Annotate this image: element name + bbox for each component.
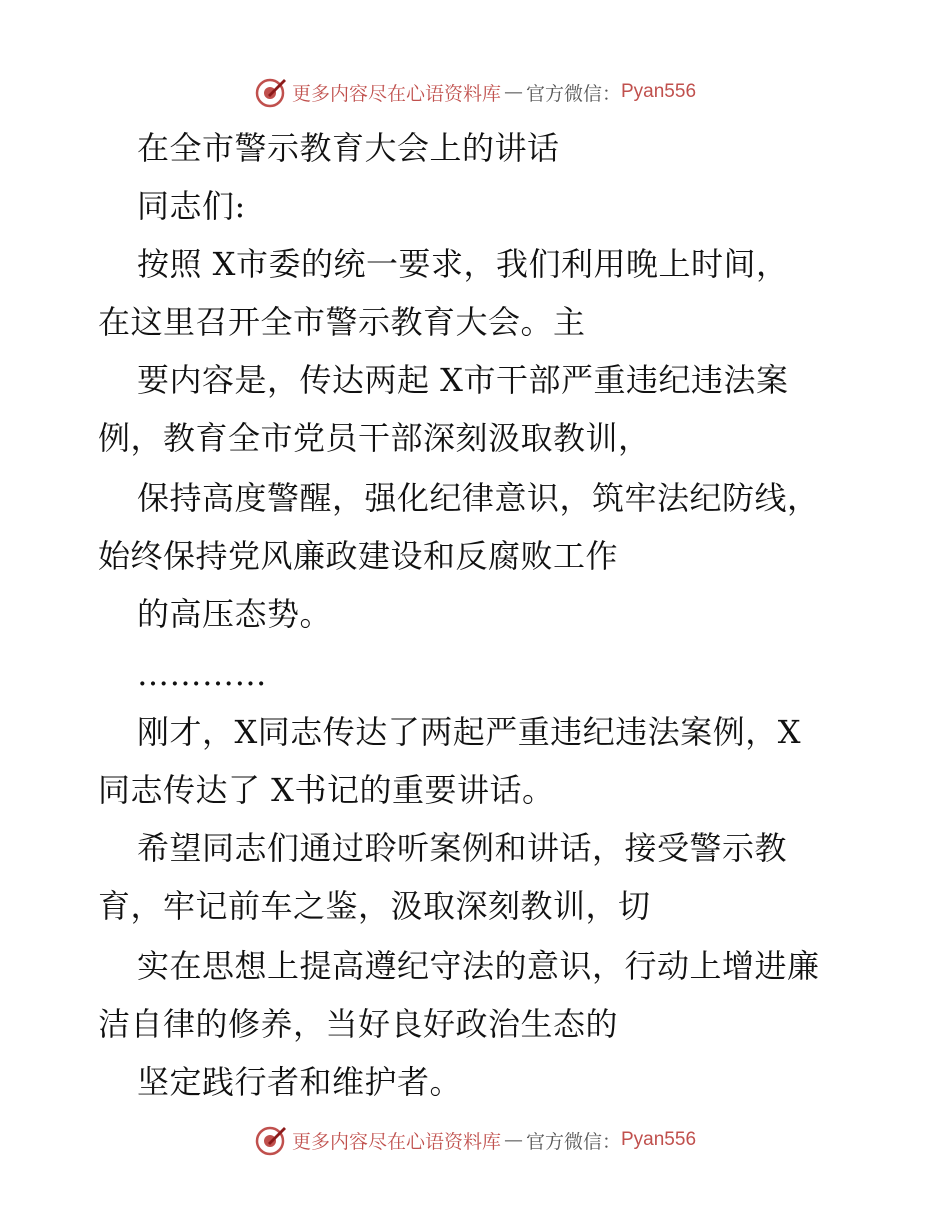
- paragraph-line: 坚定践行者和维护者。: [137, 1063, 463, 1101]
- document-title: 在全市警示教育大会上的讲话: [137, 129, 560, 167]
- banner-wechat-id: Pyan556: [621, 1129, 697, 1150]
- banner-wechat-label: 官方微信：: [525, 1130, 621, 1153]
- banner-text: 更多内容尽在心语资料库: [291, 1130, 501, 1153]
- paragraph-line: 要内容是，传达两起 X市干部严重违纪违法案: [137, 361, 789, 399]
- banner-separator: —: [503, 81, 523, 103]
- paragraph-line: 始终保持党风廉政建设和反腐败工作: [98, 537, 619, 575]
- footer-banner: [0, 1120, 950, 1160]
- pen-logo-icon: [254, 1123, 288, 1157]
- paragraph-line: 刚才，X同志传达了两起严重违纪违法案例，X: [137, 713, 802, 751]
- paragraph-line: 按照 X市委的统一要求，我们利用晚上时间，: [137, 245, 789, 283]
- paragraph-line: 洁自律的修养，当好良好政治生态的: [98, 1005, 619, 1043]
- paragraph-line: 希望同志们通过聆听案例和讲话，接受警示教: [137, 829, 788, 867]
- paragraph-line: 育，牢记前车之鉴，汲取深刻教训，切: [98, 887, 651, 925]
- ellipsis-line: …………: [137, 655, 267, 693]
- paragraph-line: 例，教育全市党员干部深刻汲取教训，: [98, 419, 651, 457]
- banner-wechat-label: 官方微信：: [525, 82, 621, 105]
- paragraph-line: 实在思想上提高遵纪守法的意识，行动上增进廉: [137, 947, 820, 985]
- banner-wechat-id: Pyan556: [621, 81, 697, 102]
- banner-separator: —: [503, 1129, 523, 1151]
- paragraph-line: 在这里召开全市警示教育大会。主: [98, 303, 586, 341]
- salutation: 同志们:: [137, 187, 246, 225]
- paragraph-line: 同志传达了 X书记的重要讲话。: [98, 771, 555, 809]
- paragraph-line: 保持高度警醒，强化纪律意识，筑牢法纪防线，: [137, 479, 820, 517]
- banner-text: 更多内容尽在心语资料库: [291, 82, 501, 105]
- paragraph-line: 的高压态势。: [137, 595, 333, 633]
